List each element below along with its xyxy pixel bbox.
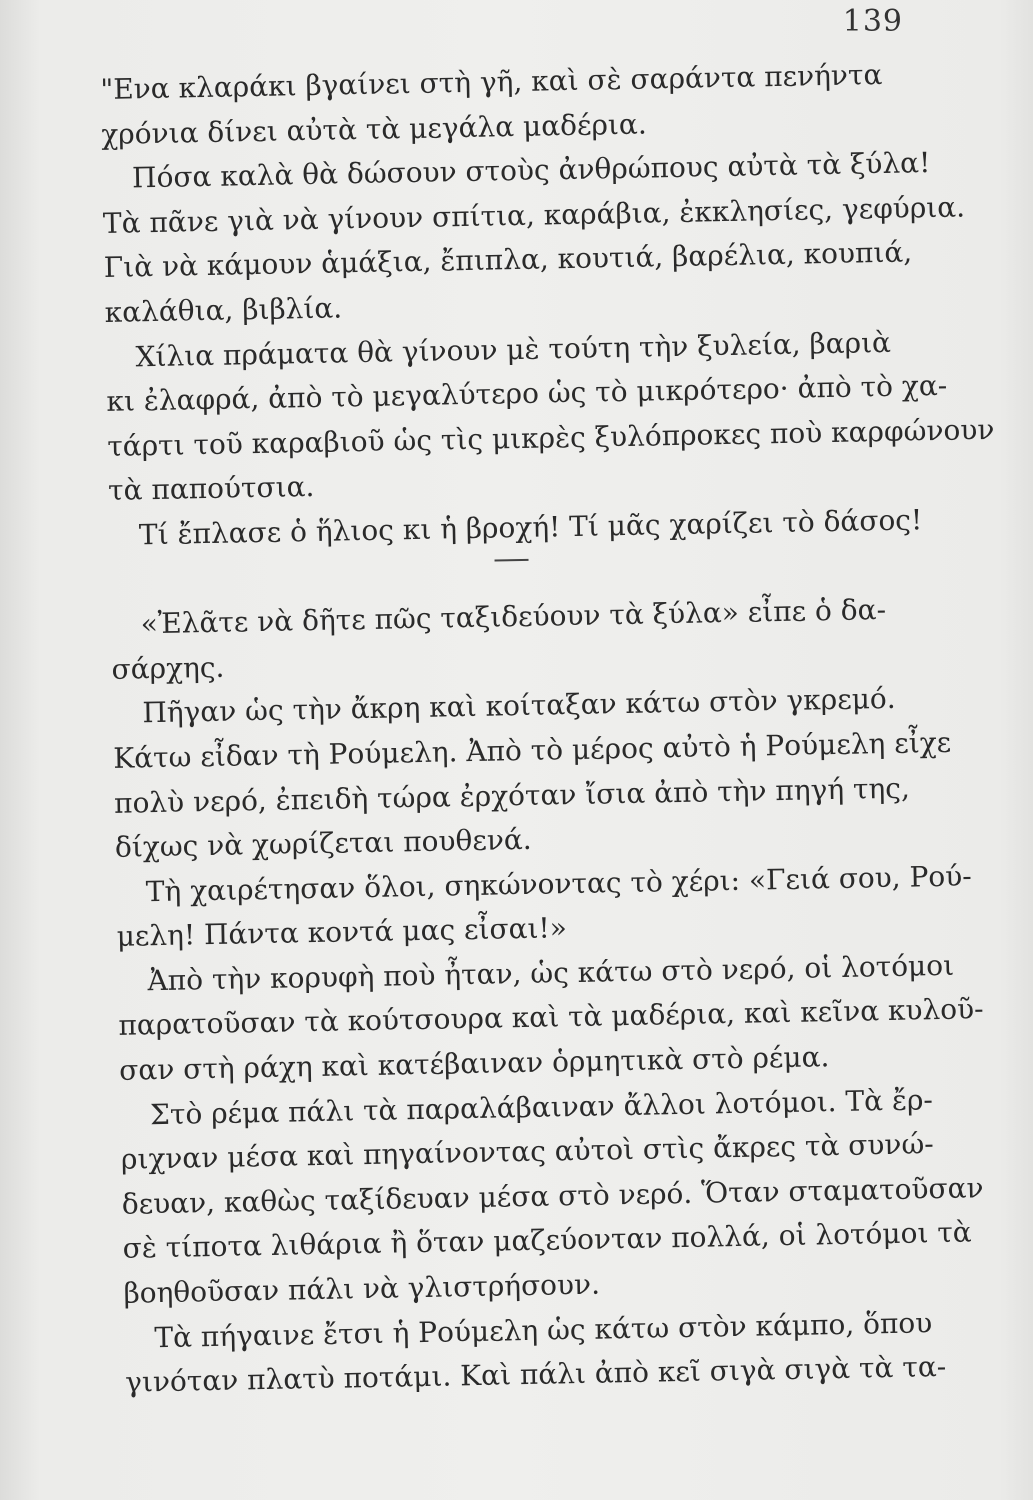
text-line: Τὴ χαιρέτησαν ὅλοι, σηκώνοντας τὸ χέρι: «Γειά σου, Ρού- bbox=[145, 859, 973, 908]
text-line: δευαν, καθὼς ταξίδευαν μέσα στὸ νερό. Ὅταν σταματοῦσαν bbox=[121, 1171, 984, 1221]
text-line: Τὰ πᾶνε γιὰ νὰ γίνουν σπίτια, καράβια, ἐκκλησίες, γεφύρια. bbox=[102, 190, 966, 240]
text-line: Γιὰ νὰ κάμουν ἁμάξια, ἔπιπλα, κουτιά, βαρέλια, κουπιά, bbox=[103, 235, 913, 285]
section-separator bbox=[494, 558, 528, 561]
text-line: Χίλια πράματα θὰ γίνουν μὲ τούτη τὴν ξυλεία, βαριὰ bbox=[135, 325, 892, 373]
text-line: Ἀπὸ τὴν κορυφὴ ποὺ ἦταν, ὡς κάτω στὸ νερό, οἱ λοτόμοι bbox=[147, 948, 955, 998]
text-line: δίχως νὰ χωρίζεται πουθενά. bbox=[114, 822, 532, 864]
text-line: Πόσα καλὰ θὰ δώσουν στοὺς ἀνθρώπους αὐτὰ τὰ ξύλα! bbox=[131, 146, 931, 195]
text-line: «Ἐλᾶτε νὰ δῆτε πῶς ταξιδεύουν τὰ ξύλα» εἶπε ὁ δα- bbox=[140, 593, 887, 641]
text-line: σαν στὴ ράχη καὶ κατέβαιναν ὁρμητικὰ στὸ ρέμα. bbox=[118, 1040, 830, 1087]
text-line: γινόταν πλατὺ ποτάμι. Καὶ πάλι ἀπὸ κεῖ σιγὰ σιγὰ τὰ τα- bbox=[124, 1350, 947, 1399]
text-line: παρατοῦσαν τὰ κούτσουρα καὶ τὰ μαδέρια, καὶ κεῖνα κυλοῦ- bbox=[118, 992, 984, 1043]
text-line: σάρχης. bbox=[111, 650, 225, 686]
body-text bbox=[100, 52, 995, 1406]
text-line: βοηθοῦσαν πάλι νὰ γλιστρήσουν. bbox=[123, 1267, 601, 1310]
text-line: πολὺ νερό, ἐπειδὴ τώρα ἐρχόταν ἴσια ἀπὸ τὴν πηγή της, bbox=[113, 771, 911, 820]
text-line: χρόνια δίνει αὐτὰ τὰ μεγάλα μαδέρια. bbox=[100, 107, 647, 151]
text-line: Τί ἔπλασε ὁ ἥλιος κι ἡ βροχή! Τί μᾶς χαρίζει τὸ δάσος! bbox=[138, 503, 923, 552]
text-line: τὰ παπούτσια. bbox=[107, 470, 315, 508]
text-line: Κάτω εἶδαν τὴ Ρούμελη. Ἀπὸ τὸ μέρος αὐτὸ ἡ Ρούμελη εἶχε bbox=[112, 725, 952, 775]
text-line: Πῆγαν ὡς τὴν ἄκρη καὶ κοίταξαν κάτω στὸν γκρεμό. bbox=[142, 682, 896, 730]
text-line: καλάθια, βιβλία. bbox=[104, 291, 343, 329]
text-line: Τὰ πήγαινε ἔτσι ἡ Ρούμελη ὡς κάτω στὸν κάμπο, ὅπου bbox=[154, 1305, 933, 1354]
text-line: κι ἐλαφρά, ἀπὸ τὸ μεγαλύτερο ὡς τὸ μικρότερο· ἀπὸ τὸ χα- bbox=[106, 368, 948, 419]
text-line: ριχναν μέσα καὶ πηγαίνοντας αὐτοὶ στὶς ἄκρες τὰ συνώ- bbox=[120, 1127, 935, 1177]
text-line: τάρτι τοῦ καραβιοῦ ὡς τὶς μικρὲς ξυλόπροκες ποὺ καρφώνουν bbox=[106, 412, 995, 463]
text-line: μελη! Πάντα κοντά μας εἶσαι!» bbox=[116, 911, 568, 954]
text-line: Στὸ ρέμα πάλι τὰ παραλάβαιναν ἄλλοι λοτόμοι. Τὰ ἔρ- bbox=[149, 1082, 934, 1131]
text-line: "Ενα κλαράκι βγαίνει στὴ γῆ, καὶ σὲ σαράντα πενήντα bbox=[100, 57, 883, 106]
page-number: 139 bbox=[842, 4, 903, 39]
text-line: σὲ τίποτα λιθάρια ἢ ὅταν μαζεύονταν πολλά, οἱ λοτόμοι τὰ bbox=[122, 1215, 972, 1266]
